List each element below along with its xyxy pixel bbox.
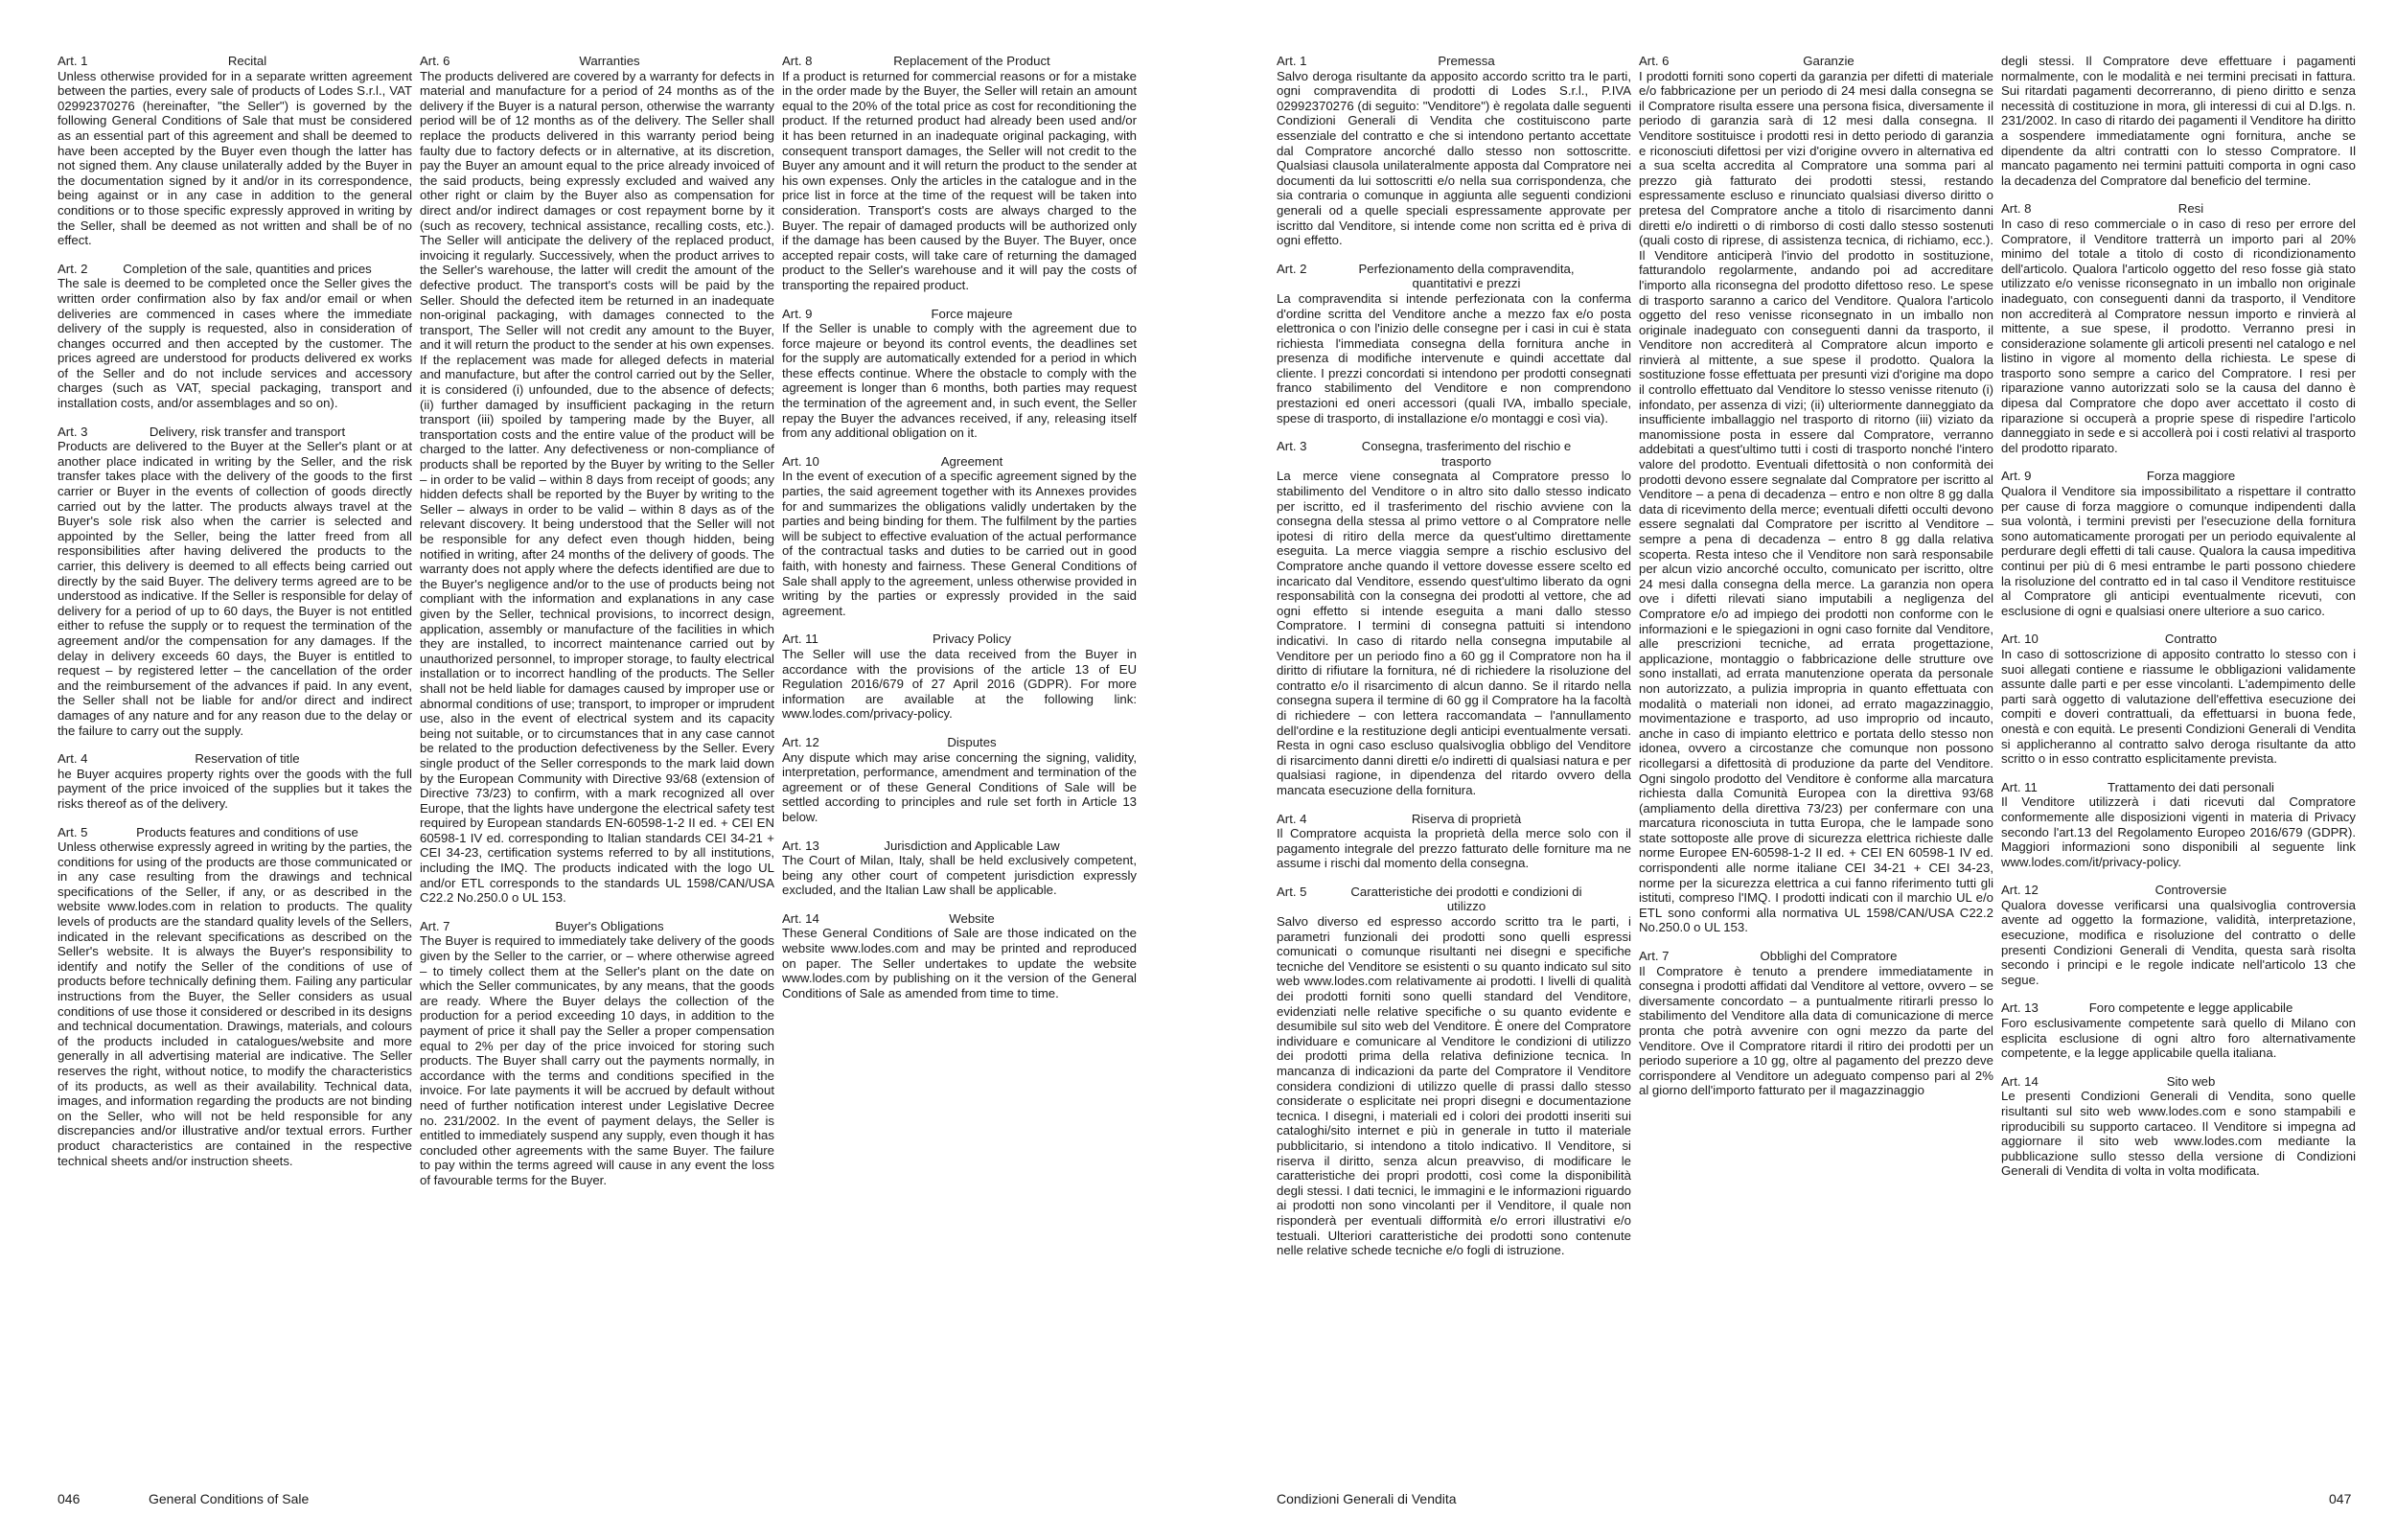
- article-title: Riserva di proprietà: [1411, 811, 1522, 826]
- article-body: The sale is deemed to be completed once the Seller gives the written order confirmation also by fax and/or email or when deliveries are commenced in cases where the immediate delivery of the supply is requested, also in consideration of changes occurred and then accepted by the customer. The prices agreed are understood for products delivered ex works of the Seller and do not include services and accessory charges (such as VAT, special packaging, transport and installation costs, and/or assemblages and so on).: [58, 276, 412, 411]
- article-title: Disputes: [947, 734, 997, 749]
- article: [1639, 54, 1993, 935]
- article-heading: [58, 425, 412, 440]
- article-number: Art. 10: [782, 453, 819, 469]
- article-body: Any dispute which may arise concerning the signing, validity, interpretation, performance, amendment and termination of the agreement or of these General Conditions of Sale will be settled according to principles and rule set forth in Article 13 below.: [782, 749, 1137, 824]
- article-heading: [2001, 1000, 2356, 1016]
- column-1: [1277, 54, 1631, 1472]
- article: [58, 54, 412, 248]
- article-number: Art. 1: [1277, 54, 1307, 68]
- article-body: In the event of execution of a specific agreement signed by the parties, the said agreement together with its Annexes provides for and summarizes the obligations validly undertaken by the parties and being binding for them. The fulfilment by the parties will be subject to effective evaluation of the actual performance of the contractual tasks and duties to be carried out in good faith, with honesty and fairness. These General Conditions of Sale shall apply to the agreement, unless otherwise provided in writing by the parties or expressly provided in the said agreement.: [782, 469, 1137, 618]
- article: [1277, 262, 1631, 426]
- article: [2001, 632, 2356, 766]
- article-body: Salvo diverso ed espresso accordo scritto tra le parti, i parametri funzionali dei prodotti sono quelli espressi comunicati o comunque risultanti nei disegni e specifiche tecniche del Venditore se esistenti o su quanto indicato sul sito web www.lodes.com relativamente ai prodotti. I livelli di qualità dei prodotti forniti sono quelli standard del Venditore, evidenziati nelle relative specifiche o su quanto evidente e desumibile sul sito web del Venditore. È onere del Compratore individuare e comunicare al Venditore le condizioni di utilizzo dei prodotti prima della relativa definizione tecnica. In mancanza di indicazioni da parte del Compratore il Venditore considera condizioni di utilizzo quelle di prassi dallo stesso considerate o esplicitate nei propri disegni e documentazione tecnica. I disegni, i materiali ed i colori dei prodotti inseriti sui cataloghi/sito internet e più in generale in tutto il materiale pubblicitario, si intendono a titolo indicativo. Il Venditore, si riserva il diritto, senza alcun preavviso, di modificare le caratteristiche dei propri prodotti, così come la disponibilità degli stessi. I dati tecnici, le immagini e le informazioni riguardo ai prodotti non sono vincolanti per il Venditore, il quale non risponderà per eventuali difformità e/o errori illustrativi e/o testuali. Ulteriori caratteristiche dei prodotti sono contenute nelle relative schede tecniche e/o fogli di istruzione.: [1277, 914, 1631, 1258]
- article-heading: [1277, 439, 1631, 469]
- article-number: Art. 12: [2001, 883, 2039, 898]
- article: [1277, 439, 1631, 797]
- article-number: Art. 1: [58, 54, 88, 68]
- article-heading: [782, 54, 1137, 69]
- article-title: Resi: [2177, 201, 2204, 217]
- article: [58, 425, 412, 738]
- article-heading: [2001, 201, 2356, 217]
- article-number: Art. 3: [1277, 439, 1307, 454]
- article-number: Art. 8: [782, 54, 813, 68]
- article-heading: [58, 751, 412, 767]
- article: [58, 751, 412, 811]
- article-number: Art. 13: [782, 838, 819, 853]
- article: [58, 262, 412, 411]
- article: [2001, 469, 2356, 618]
- article-heading: [1277, 812, 1631, 827]
- article-number: Art. 2: [1277, 261, 1307, 276]
- article-heading: [58, 54, 412, 69]
- article: [58, 825, 412, 1169]
- article-number: Art. 3: [58, 424, 88, 439]
- column-3: [782, 54, 1137, 1472]
- article-title: Garanzie: [1803, 54, 1855, 68]
- article-title: Warranties: [579, 54, 640, 68]
- article-heading: [782, 735, 1137, 750]
- article: [1277, 885, 1631, 1258]
- page-number: 047: [2329, 1491, 2352, 1506]
- article: [782, 839, 1137, 898]
- article: [2001, 780, 2356, 870]
- article-body: These General Conditions of Sale are those indicated on the website www.lodes.com and may be printed and reproduced on paper. The Seller undertakes to update the website www.lodes.com by publishing on it the version of the General Conditions of Sale as amended from time to time.: [782, 926, 1137, 1000]
- article-title: Foro competente e legge applicabile: [2088, 1000, 2293, 1016]
- article-heading: [2001, 469, 2356, 484]
- article-heading: [782, 454, 1137, 470]
- article-body: La compravendita si intende perfezionata con la conferma d'ordine scritta del Venditore anche a mezzo fax e/o posta elettronica o con l'inizio delle consegne per i casi in cui è stata richiesta l'immediata consegna della fornitura anche in presenza di modifiche intervenute e quindi accettate dal cliente. I prezzi concordati si intendono per prodotti consegnati franco stabilimento del Venditore e non comprendono prestazioni ed oneri accessori (quali IVA, imballo speciale, spese di trasporto, di installazione e/o montaggi e così via).: [1277, 290, 1631, 425]
- article: [782, 54, 1137, 293]
- article-body: If the Seller is unable to comply with the agreement due to force majeure or beyond its control events, the deadlines set for the supply are automatically extended for a period in which these effects continue. Where the obstacle to comply with the agreement is longer than 6 months, both parties may request the termination of the agreement and, in such event, the Seller repay the Buyer the advances received, if any, releasing itself from any additional obligation on it.: [782, 321, 1137, 441]
- article: [782, 735, 1137, 825]
- article: [1639, 949, 1993, 1098]
- article-body: The Court of Milan, Italy, shall be held exclusively competent, being any other court of competent jurisdiction expressly excluded, and the Italian Law shall be applicable.: [782, 853, 1137, 898]
- article-body: Le presenti Condizioni Generali di Vendita, sono quelle risultanti sul sito web www.lodes.com e sono stampabili e riproducibili su supporto cartaceo. Il Venditore si impegna ad aggiornare il sito web www.lodes.com mediante la pubblicazione sullo stesso della versione di Condizioni Generali di Vendita di volta in volta modificata.: [2001, 1089, 2356, 1179]
- article-title: Buyer's Obligations: [555, 918, 664, 933]
- article-heading: [2001, 883, 2356, 898]
- article-number: Art. 11: [2001, 779, 2038, 794]
- article: [2001, 1000, 2356, 1060]
- article-heading: [1277, 885, 1631, 914]
- article-title: Premessa: [1438, 54, 1495, 68]
- article-title: Sito web: [2166, 1073, 2216, 1089]
- article: [782, 632, 1137, 722]
- article-title: Jurisdiction and Applicable Law: [884, 838, 1060, 853]
- article-heading: [58, 262, 412, 277]
- article-number: Art. 8: [2001, 201, 2032, 217]
- column-2: [420, 54, 774, 1472]
- article-title: Delivery, risk transfer and transport: [149, 424, 346, 439]
- running-title: Condizioni Generali di Vendita: [1277, 1491, 1457, 1506]
- article-title: Products features and conditions of use: [136, 824, 358, 839]
- article: [2001, 54, 2356, 188]
- article-body: The products delivered are covered by a warranty for defects in material and manufacture for a period of 24 months as of the delivery if the Buyer is a natural person, otherwise the warranty period will be of 12 months as of the delivery. The Seller shall replace the products delivered in this warranty period being faulty due to factory defects or in alternative, at its discretion, pay the Buyer an amount equal to the price already invoiced of the said products, being expressly excluded and waived any other right or claim by the Buyer also as compensation for direct and/or indirect damages or cost repayment borne by it (such as recovery, technical assistance, recalling costs, etc.). The Seller will anticipate the delivery of the replaced product, invoicing it regularly. Successively, when the product arrives to the Seller's warehouse, the latter will credit the amount of the defective product. The transport's costs will be paid by the Seller. Should the defected item be returned in an inadequate non-original packaging, with damages connected to the transport, The Seller will not credit any amount to the Buyer, and it will return the product to the sender at his own expenses. If the replacement was made for alleged defects in material and manufacture, but after the control carried out by the Seller, it is considered (i) unfounded, due to the absence of defects; (ii) further damaged by insufficient packaging in the return transport (iii) spoiled by tampering made by the Buyer, all transportation costs and the entire value of the product will be charged to the latter. Any defectiveness or non-compliance of products shall be reported by the Buyer by writing to the Seller – in order to be valid – within 8 days from receipt of goods; any hidden defects shall be reported by the Buyer by writing to the Seller – always in order to be valid – within 8 days as of the relevant discovery. It being understood that the Seller will not be responsible for any defect even though hidden, being notified in writing, after 24 months of the delivery of goods. The warranty does not apply where the defects identified are due to the Buyer's negligence and/or to the use of products being not compliant with the information and explanations in any case given by the Seller, technical provisions, to incorrect design, application, assembly or manufacture of the facilities in which they are installed, to incorrect maintenance carried out by unauthorized personnel, to improper storage, to faulty electrical installation or to incorrect handling of the products. The Seller shall not be held liable for damages caused by improper use or abnormal conditions of use; transport, to improper or imprudent use, also in the event of electrical system and its capacity being not suitable, or to circumstances that in any case cannot be related to the production defectiveness by the Seller. Every single product of the Seller corresponds to the mark laid down by the European Community with Directive 93/68 (extension of Directive 73/23) to confirm, with a mark recognized all over Europe, that the lights have undergone the electrical safety test required by European standards EN-60598-1-2 II ed. + CEI EN 60598-1 IV ed. corresponding to Italian standards CEI 34-21 + CEI 34-23, certification systems referred to by all institutions, including the IMQ. The products indicated with the logo UL and/or ETL corresponds to the standards UL 1598/CAN/USA C22.2 No.250.0 o UL 153.: [420, 68, 774, 906]
- article-body: Qualora il Venditore sia impossibilitato a rispettare il contratto per cause di forza maggiore o comunque indipendenti dalla sua volontà, i termini previsti per l'esecuzione della fornitura sono automaticamente prorogati per un periodo equivalente al perdurare degli effetti di tali cause. Qualora la causa impeditiva continui per più di 6 mesi entrambe le parti possono chiedere la risoluzione del contratto ed in tal caso il Venditore restituisce al Compratore gli anticipi eventualmente ricevuti, con esclusione di ogni e qualsiasi onere ulteriore a suo carico.: [2001, 484, 2356, 618]
- article-number: Art. 14: [2001, 1073, 2039, 1089]
- article-heading: [58, 825, 412, 840]
- column-2: [1639, 54, 1993, 1472]
- article-heading: [782, 839, 1137, 854]
- article-body: Il Venditore utilizzerà i dati ricevuti dal Compratore conformemente alle disposizioni vigenti in materia di Privacy secondo l'art.13 del Regolamento Europeo 2016/679 (GDPR). Maggiori informazioni sono disponibili al seguente link www.lodes.com/it/privacy-policy.: [2001, 794, 2356, 869]
- article-title: Completion of the sale, quantities and prices: [123, 261, 372, 276]
- article: [782, 911, 1137, 1001]
- article-number: Art. 9: [2001, 469, 2032, 484]
- article-heading: [420, 919, 774, 934]
- article-body: The Seller will use the data received from the Buyer in accordance with the provisions of the article 13 of EU Regulation 2016/679 of 27 April 2016 (GDPR). For more information are available at the following link: www.lodes.com/privacy-policy.: [782, 646, 1137, 722]
- article-title: Replacement of the Product: [893, 54, 1050, 68]
- article: [420, 54, 774, 906]
- article-number: Art. 6: [1639, 54, 1670, 68]
- article-title: Perfezionamento della compravendita, quantitativi e prezzi: [1358, 261, 1575, 291]
- page-right: [1198, 0, 2396, 1540]
- article: [2001, 883, 2356, 987]
- article-number: Art. 11: [782, 632, 818, 647]
- article-heading: [782, 911, 1137, 927]
- article-number: Art. 13: [2001, 1000, 2039, 1016]
- article-number: Art. 10: [2001, 632, 2039, 647]
- article-title: Controversie: [2154, 883, 2227, 898]
- article-title: Recital: [227, 54, 267, 68]
- article-number: Art. 5: [1277, 884, 1307, 899]
- running-title: General Conditions of Sale: [149, 1491, 310, 1506]
- article-body: Unless otherwise expressly agreed in writing by the parties, the conditions for using of the products are those communicated or in any case resulting from the drawings and technical specifications of the Seller, if any, or as described in the website www.lodes.com in relation to products. The quality levels of products are the standard quality levels of the Sellers, indicated in the relevant specifications as described on the Seller's website. It is always the Buyer's responsibility to identify and notify the Seller of the conditions of use of products before technically defining them. Failing any particular instructions from the Buyer, the Seller considers as usual conditions of use those it considered or described in its designs and technical documentation. Drawings, materials, and colours of the products included in catalogues/website and more generally in all advertising material are indicative. The Seller reserves the right, without notice, to modify the characteristics of its products, as well as their availability. Technical data, images, and information regarding the products are not binding on the Seller, who will not be held responsible for any discrepancies and/or illustrative and/or textual errors. Further product characteristics are contained in the respective technical sheets and/or instruction sheets.: [58, 839, 412, 1168]
- article-number: Art. 5: [58, 824, 88, 839]
- article-number: Art. 6: [420, 54, 450, 68]
- article-body: In caso di sottoscrizione di apposito contratto lo stesso con i suoi allegati contiene e riassume le obbligazioni validamente assunte dalle parti e per esse vincolanti. L'adempimento delle parti sarà oggetto di valutazione dell'effettiva esecuzione dei compiti e doveri contrattuali, da effettuarsi in buona fede, onestà e con equità. Le presenti Condizioni Generali di Vendita si applicheranno al contratto salvo deroga risultante da atto scritto o in esso contratto esplicitamente prevista.: [2001, 646, 2356, 767]
- article-heading: [2001, 780, 2356, 795]
- article-number: Art. 9: [782, 306, 813, 321]
- article-number: Art. 2: [58, 261, 88, 276]
- article-title: Website: [949, 910, 995, 926]
- article-heading: [782, 307, 1137, 322]
- article-number: Art. 7: [1639, 949, 1670, 964]
- article-body: Unless otherwise provided for in a separate written agreement between the parties, every sale of products of Lodes S.r.l., VAT 02992370276 (hereinafter, "the Seller") is governed by the following General Conditions of Sale that must be considered as an essential part of this agreement and shall be deemed to have been accepted by the Buyer even though the latter has not signed them. Any clause unilaterally added by the Buyer in the documentation signed by it and/or in its correspondence, being against or in any case in addition to the general conditions or to those specific expressly approved in writing by the Seller, shall be deemed as not written and shall be of no effect.: [58, 68, 412, 248]
- article-body: Products are delivered to the Buyer at the Seller's plant or at another place indicated in writing by the Seller, and the risk transfer takes place with the delivery of the goods to the first carrier or Buyer in the events of collection of goods directly carried out by the latter. The products always travel at the Buyer's sole risk also when the carrier is selected and appointed by the Seller, being the latter freed from all responsibilities after having delivered the products to the carrier, this delivery is deemed to all effects being carried out directly by the said Buyer. The delivery terms agreed are to be understood as indicative. If the Seller is responsible for delay of delivery for a period of up to 60 days, the Buyer is not entitled either to refuse the supply or to request the termination of the agreement and/or the compensation for any damages. If the delay in delivery exceeds 60 days, the Buyer is entitled to request – by registered letter – the cancellation of the order and the reimbursement of the advances if paid. In any event, the Seller shall not be liable for and/or direct and indirect damages of any nature and for any reason due to the delay or the failure to carry out the supply.: [58, 439, 412, 738]
- article-heading: [782, 632, 1137, 647]
- article-number: Art. 14: [782, 910, 819, 926]
- article-body: degli stessi. Il Compratore deve effettuare i pagamenti normalmente, con le modalità e nei termini precisati in fattura. Sui ritardati pagamenti decorreranno, di pieno diritto e senza necessità di costituzione in mora, gli interessi di cui al D.lgs. n. 231/2002. In caso di ritardo dei pagamenti il Venditore ha diritto a sospendere immediatamente ogni fornitura, anche se dipendente da altri contratti con lo stesso Compratore. Il mancato pagamento nei termini pattuiti comporta in ogni caso la decadenza del Compratore dal beneficio del termine.: [2001, 54, 2356, 188]
- article-heading: [1639, 949, 1993, 964]
- article-number: Art. 4: [1277, 811, 1307, 826]
- article-body: If a product is returned for commercial reasons or for a mistake in the order made by the Buyer, the Seller will retain an amount equal to the 20% of the total price as cost for reconditioning the product. If the returned product had already been used and/or it has been returned in an inadequate original packaging, with consequent transport damages, the Seller will not credit to the Buyer any amount and it will return the product to the sender at his own expenses. Only the articles in the catalogue and in the price list in force at the time of the request will be taken into consideration. Transport's costs are always charged to the Buyer. The repair of damaged products will be authorized only if the damage has been caused by the Buyer. The Buyer, once accepted repair costs, will take care of returning the damaged product to the Seller's warehouse and it will pay the costs of transporting the repaired product.: [782, 68, 1137, 292]
- article-body: In caso di reso commerciale o in caso di reso per errore del Compratore, il Venditore tratterrà un importo pari al 20% minimo del totale a titolo di costo di ricondizionamento dell'articolo. Qualora l'articolo oggetto del reso fosse già stato utilizzato e/o venisse riconsegnato in un imballo non originale inadeguato, con conseguenti danni da trasporto, il Venditore non accrediterà al Compratore nessun importo e rinvierà al mittente, a sue spese, il prodotto. Verranno presi in considerazione solamente gli articoli presenti nel catalogo e nel listino in vigore al momento della richiesta. Le spese di trasporto sono sempre a carico del Compratore. I resi per riparazione vanno autorizzati solo se la causa del danno è dipesa dal Compratore che dopo aver accettato il costo di riparazione si occuperà a proprie spese di rispedire l'articolo danneggiato in sede e si accollerà poi i costi relativi al trasporto del prodotto riparato.: [2001, 216, 2356, 455]
- article-body: Salvo deroga risultante da apposito accordo scritto tra le parti, ogni compravendita di prodotti di Lodes S.r.l., P.IVA 02992370276 (di seguito: "Venditore") è regolata dalle seguenti Condizioni Generali di Vendita che costituiscono parte essenziale del contratto e che si intendono pertanto accettate dal Compratore ancorché dallo stesso non sottoscritte. Qualsiasi clausola unilateralmente apposta dal Compratore nei documenti da lui sottoscritti e/o nella sua corrispondenza, che sia contraria o comunque in aggiunta alle seguenti condizioni generali od a quelle speciali espressamente approvate per iscritto dal Venditore, si intende come non scritta ed è priva di ogni effetto.: [1277, 68, 1631, 248]
- article-title: Privacy Policy: [932, 632, 1012, 647]
- column-3: [2001, 54, 2356, 1472]
- column-1: [58, 54, 412, 1472]
- article: [420, 919, 774, 1188]
- article: [2001, 1074, 2356, 1179]
- article-body: The Buyer is required to immediately take delivery of the goods given by the Seller to the carrier, or – where otherwise agreed – to timely collect them at the Seller's plant on the date on which the Seller communicates, by any means, that the goods are ready. Where the Buyer delays the collection of the production for a period exceeding 10 days, in addition to the payment of price it shall pay the Seller a proper compensation equal to 2% per day of the price invoiced for storing such products. The Buyer shall carry out the payments normally, in accordance with the terms and conditions specified in the invoice. For late payments it will be accrued by default without need of further notification interest under Legislative Decree no. 231/2002. In the event of payment delays, the Seller is entitled to immediately suspend any supply, even though it has concluded other agreements with the same Buyer. The failure to pay within the terms agreed will cause in any event the loss of favourable terms for the Buyer.: [420, 933, 774, 1187]
- article-body: he Buyer acquires property rights over the goods with the full payment of the price invoiced of the supplies but it takes the risks thereof as of the delivery.: [58, 766, 412, 811]
- article-title: Agreement: [940, 453, 1003, 469]
- article: [2001, 201, 2356, 455]
- article-body: Foro esclusivamente competente sarà quello di Milano con esplicita esclusione di ogni altro foro alternativamente competente, e la legge applicabile quella italiana.: [2001, 1016, 2356, 1061]
- article-number: Art. 4: [58, 751, 88, 767]
- article-body: I prodotti forniti sono coperti da garanzia per difetti di materiale e/o fabbricazione per un periodo di 24 mesi dalla consegna se il Compratore risulta essere una persona fisica, diversamente il periodo di garanzia sarà di 12 mesi dalla consegna. Il Venditore sostituisce i prodotti resi in detto periodo di garanzia e riconosciuti difettosi per vizi d'origine ovvero in alternativa ed a sua scelta accredita al Compratore una somma pari al prezzo già fatturato dei prodotti stessi, restando espressamente escluso e rinunciato qualsiasi diverso diritto o pretesa del Compratore anche a titolo di risarcimento danni diretti e/o indiretti o di rimborso di costi dallo stesso sostenuti (quali costo di riprese, di assistenza tecnica, di richiamo, ecc.). Il Venditore anticiperà l'invio del prodotto in sostituzione, fatturandolo regolarmente, andando poi ad accreditare l'importo alla riconsegna del prodotto difettoso reso. Le spese di trasporto saranno a carico del Venditore. Qualora l'articolo oggetto del reso venisse riconsegnato in un imballo non originale inadeguato con conseguenti danni da trasporto, il Venditore non accrediterà al Compratore alcun importo e rinvierà al mittente, a sue spese il prodotto. Qualora la sostituzione fosse effettuata per presunti vizi d'origine ma dopo il controllo effettuato dal Venditore lo stesso venisse ritenuto (i) infondato, per assenza di vizi; (ii) ulteriormente danneggiato da insufficiente imballaggio nel trasporto di ritorno (iii) viziato da manomissione posta in essere dal Compratore, verranno addebitati a quest'ultimo tutti i costi di trasporto nonché l'intero valore del prodotto. Eventuali difettosità o non conformità dei prodotti devono essere segnalate dal Compratore per iscritto al Venditore – a pena di decadenza – entro e non oltre 8 gg dalla data di ricevimento della merce; eventuali difetti occulti devono essere segnalati dal Compratore per iscritto al Venditore – sempre a pena di decadenza – entro 8 gg dalla relativa scoperta. Resta inteso che il Venditore non sarà responsabile per alcun vizio ancorché occulto, comunicato per iscritto, oltre 24 mesi dalla consegna della merce. La garanzia non opera ove i difetti rilevati siano imputabili a negligenza del Compratore e/o ad impiego dei prodotti non conforme con le informazioni e le spiegazioni in ogni caso fornite dal Venditore, alle prescrizioni tecniche, ad errata progettazione, applicazione, montaggio o fabbricazione delle strutture ove sono installati, ad errata manutenzione operata da personale non autorizzato, a pulizia impropria in quanto effettuata con modalità o materiali non idonei, ad errato magazzinaggio, movimentazione e trasporto, ad uso improprio od incauto, anche in caso di impianto elettrico e portata dello stesso non idonea, ovvero a circostanze che comunque non possono ricollegarsi a difettosità di produzione da parte del Venditore. Ogni singolo prodotto del Venditore è conforme alla marcatura richiesta dalla Comunità Europea con la direttiva 93/68 (ampliamento della direttiva 73/23) per confermare con una marcatura riconosciuta in tutta Europa, che le lampade sono state sottoposte alle prove di sicurezza elettrica richieste dalle norme Europee EN-60598-1-2 II ed. + CEI EN 60598-1 IV ed. corrispondenti alle norme italiane CEI 34-21 + CEI 34-23, norme per la sicurezza elettrica a cui fanno riferimento tutti gli istituti, compreso l'IMQ. I prodotti indicati con il marchio UL e/o ETL sono conformi alla normativa UL 1598/CAN/USA C22.2 No.250.0 o UL 153.: [1639, 68, 1993, 935]
- article-heading: [1277, 54, 1631, 69]
- article-number: Art. 7: [420, 918, 450, 933]
- article-body: La merce viene consegnata al Compratore presso lo stabilimento del Venditore o in altro sito dallo stesso indicato per iscritto, ed il trasferimento del rischio avviene con la consegna della stessa al primo vettore o al Compratore nelle ipotesi di ritiro della merce da quest'ultimo direttamente eseguita. La merce viaggia sempre a rischio esclusivo del Compratore anche quando il vettore dovesse essere scelto ed incaricato dal Venditore, essendo quest'ultimo liberato da ogni responsabilità con la consegna dei prodotti al vettore, che ad ogni effetto si intende eseguita a mani dallo stesso Compratore. I termini di consegna pattuiti si intendono indicativi. In caso di ritardo nella consegna imputabile al Venditore per un periodo fino a 60 gg il Compratore non ha il diritto di rifiutare la fornitura, né di richiedere la risoluzione del contratto e/o il risarcimento di alcun danno. Se il ritardo nella consegna supera il termine di 60 gg il Compratore ha la facoltà di richiedere – con lettera raccomandata – l'annullamento dell'ordine e la restituzione degli anticipi eventualmente versati. Resta in ogni caso escluso qualsivoglia obbligo del Venditore di risarcimento danni diretti e/o indiretti di qualsiasi natura e per qualsiasi ragione, in dipendenza del ritardo ovvero della mancata esecuzione della fornitura.: [1277, 469, 1631, 797]
- article-heading: [2001, 1074, 2356, 1090]
- article-title: Reservation of title: [195, 751, 300, 767]
- article: [1277, 54, 1631, 248]
- article-heading: [1639, 54, 1993, 69]
- article-heading: [2001, 632, 2356, 647]
- article: [782, 307, 1137, 441]
- article-title: Obblighi del Compratore: [1760, 949, 1898, 964]
- article-title: Force majeure: [931, 306, 1013, 321]
- article-title: Trattamento dei dati personali: [2108, 779, 2274, 794]
- article-number: Art. 12: [782, 734, 819, 749]
- article-title: Forza maggiore: [2146, 469, 2236, 484]
- article-title: Consegna, trasferimento del rischio e trasporto: [1361, 439, 1572, 469]
- article-heading: [1277, 262, 1631, 291]
- article-heading: [420, 54, 774, 69]
- article: [782, 454, 1137, 619]
- article-body: Il Compratore è tenuto a prendere immediatamente in consegna i prodotti affidati dal Venditore al vettore, ovvero – se diversamente concordato – a puntualmente ritirarli presso lo stabilimento del Venditore alla data di comunicazione di merce pronta che potrà avvenire con ogni mezzo da parte del Venditore. Ove il Compratore ritardi il ritiro dei prodotti per un periodo superiore a 10 gg, oltre al pagamento del prezzo deve corrispondere al Venditore un adeguato compenso pari al 2% al giorno dell'importo fatturato per il magazzinaggio: [1639, 963, 1993, 1098]
- article: [1277, 812, 1631, 871]
- article-body: Il Compratore acquista la proprietà della merce solo con il pagamento integrale del prezzo fatturato delle forniture ma ne assume i rischi dal momento della consegna.: [1277, 826, 1631, 871]
- article-body: Qualora dovesse verificarsi una qualsivoglia controversia avente ad oggetto la formazione, validità, interpretazione, esecuzione, modifica e risoluzione del contratto o delle presenti Condizioni Generali di Vendita, questa sarà risolta secondo i principi e le regole indicate nell'articolo 13 che segue.: [2001, 897, 2356, 987]
- article-title: Caratteristiche dei prodotti e condizioni di utilizzo: [1350, 884, 1582, 914]
- article-title: Contratto: [2164, 632, 2218, 647]
- page-number: 046: [58, 1491, 81, 1506]
